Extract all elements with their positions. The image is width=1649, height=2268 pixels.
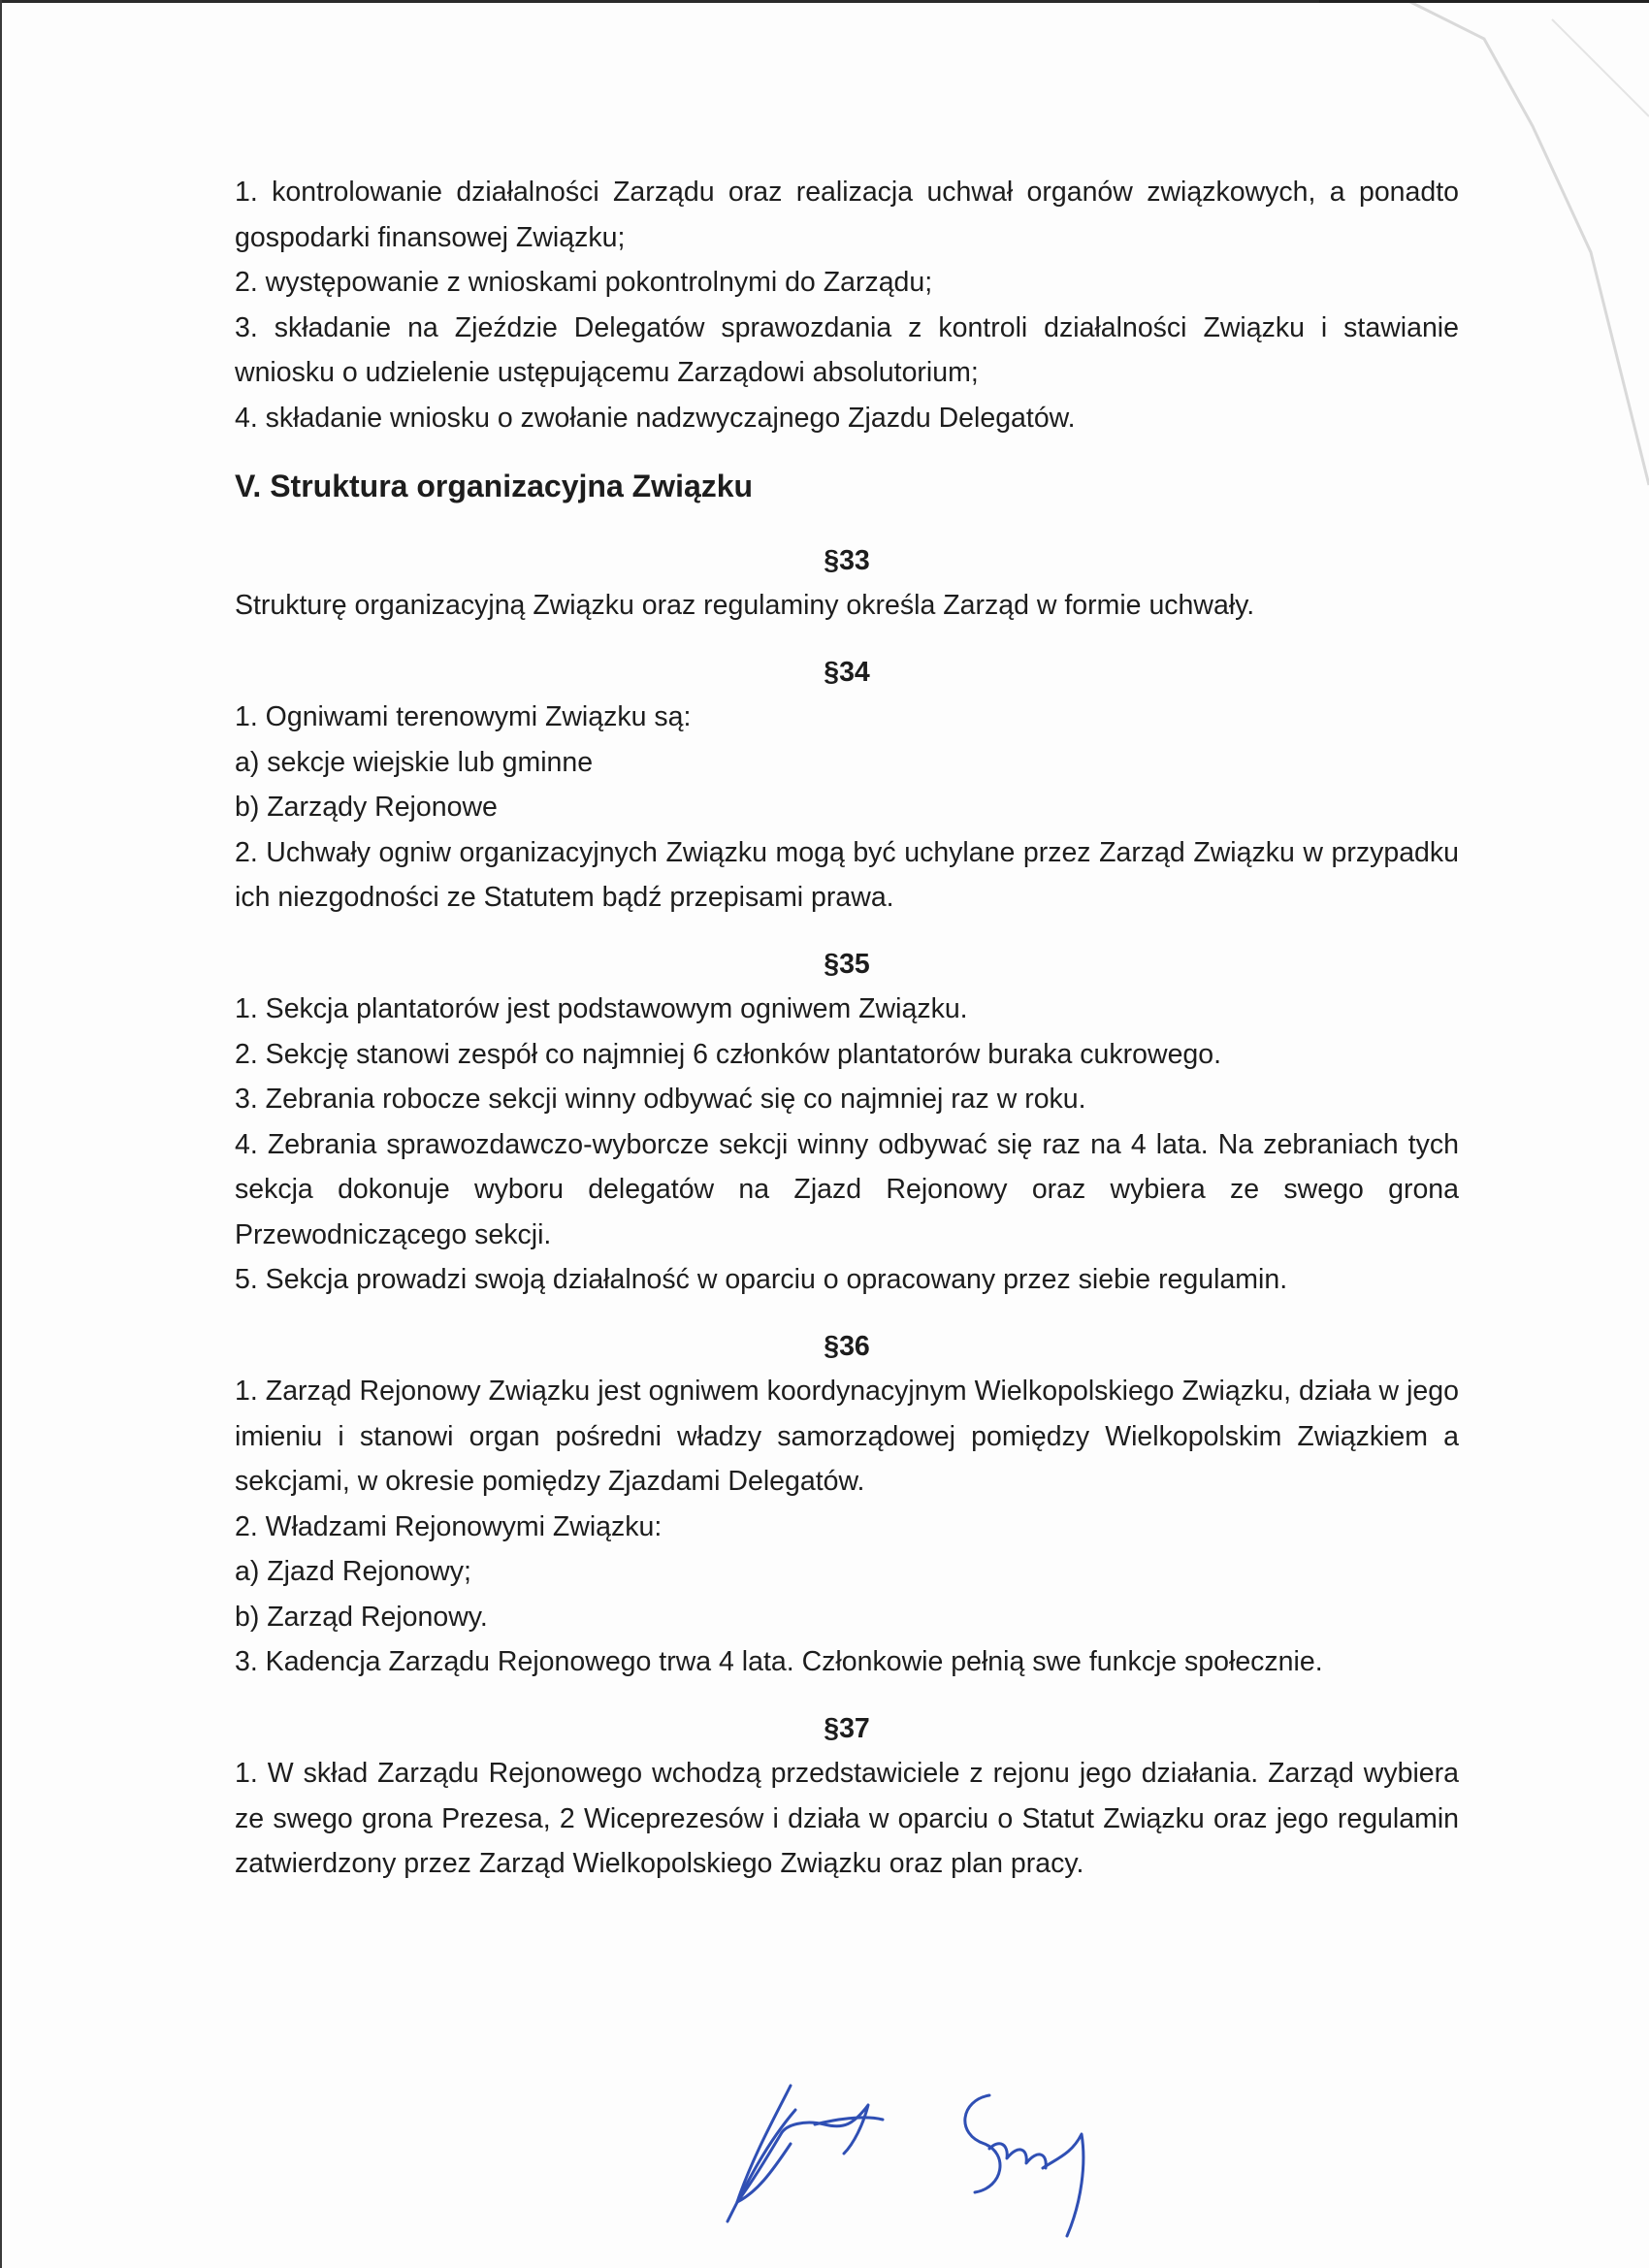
section-36-mark: §36	[824, 1330, 870, 1362]
top-list-item-1: 1. kontrolowanie działalności Zarządu oraz realizacja uchwał organów związkowych, a ponadto gospodarki finansowej Związku;	[235, 177, 1459, 253]
section-35-item-2: 2. Sekcję stanowi zespół co najmniej 6 członków plantatorów buraka cukrowego.	[235, 1038, 1222, 1070]
section-34-item-2: 2. Uchwały ogniw organizacyjnych Związku mogą być uchylane przez Zarząd Związku w przypadku ich niezgodności ze Statutem bądź przepisami prawa.	[235, 836, 1459, 913]
scan-edge-left	[0, 0, 2, 2268]
section-35-mark: §35	[824, 948, 870, 980]
handwritten-signature	[698, 2066, 1145, 2241]
section-37-mark: §37	[824, 1712, 870, 1744]
section-36-item-3: 3. Kadencja Zarządu Rejonowego trwa 4 lata. Członkowie pełnią swe funkcje społecznie.	[235, 1646, 1323, 1677]
section-36-item-1: 1. Zarząd Rejonowy Związku jest ogniwem koordynacyjnym Wielkopolskiego Związku, działa w jego imieniu i stanowi organ pośredni władzy samorządowej pomiędzy Wielkopolskim Związkiem a sekcjami, w okresie pomiędzy Zjazdami Delegatów.	[235, 1376, 1459, 1497]
section-33-mark: §33	[824, 544, 870, 576]
chapter-title: V. Struktura organizacyjna Związku	[235, 469, 754, 503]
document-body	[235, 170, 1459, 1887]
section-37-item-1: 1. W skład Zarządu Rejonowego wchodzą przedstawiciele z rejonu jego działania. Zarząd wybiera ze swego grona Prezesa, 2 Wiceprezesów i działa w oparciu o Statut Związku oraz jego regulamin zatwierdzony przez Zarząd Wielkopolskiego Związku oraz plan pracy.	[235, 1758, 1459, 1879]
section-34-item-1: 1. Ogniwami terenowymi Związku są:	[235, 701, 692, 732]
scan-edge-top	[0, 0, 1649, 3]
section-35-item-3: 3. Zebrania robocze sekcji winny odbywać się co najmniej raz w roku.	[235, 1084, 1086, 1115]
section-34-item-a: a) sekcje wiejskie lub gminne	[235, 746, 594, 778]
section-35-item-1: 1. Sekcja plantatorów jest podstawowym ogniwem Związku.	[235, 993, 968, 1024]
section-36-item-b: b) Zarząd Rejonowy.	[235, 1601, 488, 1633]
top-list-item-4: 4. składanie wniosku o zwołanie nadzwyczajnego Zjazdu Delegatów.	[235, 402, 1076, 434]
section-36-item-2: 2. Władzami Rejonowymi Związku:	[235, 1510, 663, 1542]
section-34-item-b: b) Zarządy Rejonowe	[235, 792, 498, 823]
section-34-mark: §34	[824, 656, 870, 688]
section-35-item-5: 5. Sekcja prowadzi swoją działalność w oparciu o opracowany przez siebie regulamin.	[235, 1264, 1288, 1295]
section-33-text: Strukturę organizacyjną Związku oraz regulaminy określa Zarząd w formie uchwały.	[235, 590, 1255, 621]
section-36-item-a: a) Zjazd Rejonowy;	[235, 1556, 471, 1587]
section-35-item-4: 4. Zebrania sprawozdawczo-wyborcze sekcji winny odbywać się raz na 4 lata. Na zebraniach tych sekcja dokonuje wyboru delegatów na Zjazd Rejonowy oraz wybiera ze swego grona Przewodniczącego sekcji.	[235, 1128, 1459, 1250]
top-list-item-3: 3. składanie na Zjeździe Delegatów sprawozdania z kontroli działalności Związku i stawianie wniosku o udzielenie ustępującemu Zarządowi absolutorium;	[235, 311, 1459, 388]
top-list-item-2: 2. występowanie z wnioskami pokontrolnymi do Zarządu;	[235, 267, 933, 298]
